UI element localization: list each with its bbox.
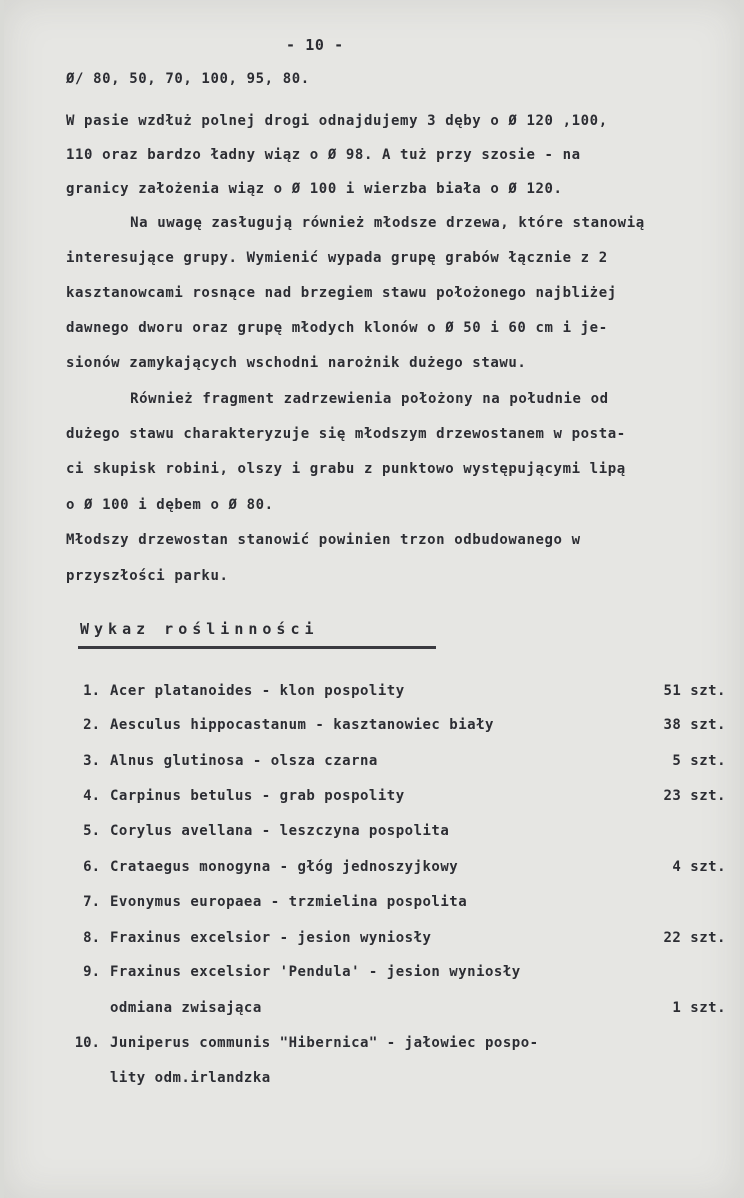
paragraph-line: interesujące grupy. Wymienić wypada grupę grabów łącznie z 2 (66, 250, 608, 266)
item-name: Juniperus communis "Hibernica" - jałowiec pospo- (110, 1035, 539, 1051)
item-name: Fraxinus excelsior - jesion wyniosły (110, 930, 432, 946)
item-name: Acer platanoides - klon pospolity (110, 683, 405, 699)
item-name-continuation: odmiana zwisająca (110, 1000, 262, 1016)
paragraph-line: dawnego dworu oraz grupę młodych klonów o Ø 50 i 60 cm i je- (66, 320, 608, 336)
item-quantity: 51 szt. (663, 683, 726, 699)
item-number: 6. (83, 859, 100, 875)
item-number: 3. (83, 753, 100, 769)
item-quantity: 4 szt. (672, 859, 726, 875)
item-quantity: 38 szt. (663, 717, 726, 733)
paragraph-line: przyszłości parku. (66, 568, 229, 584)
paragraph-line: kasztanowcami rosnące nad brzegiem stawu położonego najbliżej (66, 285, 617, 301)
item-number: 4. (83, 788, 100, 804)
item-number: 10. (74, 1035, 100, 1051)
paragraph-line: Ø/ 80, 50, 70, 100, 95, 80. (66, 71, 310, 87)
item-quantity: 23 szt. (663, 788, 726, 804)
item-name: Alnus glutinosa - olsza czarna (110, 753, 378, 769)
page-number: - 10 - (286, 36, 344, 54)
paragraph-line: granicy założenia wiąz o Ø 100 i wierzba biała o Ø 120. (66, 181, 563, 197)
item-quantity: 5 szt. (672, 753, 726, 769)
item-number: 2. (83, 717, 100, 733)
item-number: 1. (83, 683, 100, 699)
item-number: 9. (83, 964, 100, 980)
heading-underline (78, 646, 436, 649)
paragraph-line: sionów zamykających wschodni narożnik dużego stawu. (66, 355, 527, 371)
item-name: Carpinus betulus - grab pospolity (110, 788, 405, 804)
item-name: Crataegus monogyna - głóg jednoszyjkowy (110, 859, 459, 875)
item-name: Aesculus hippocastanum - kasztanowiec biały (110, 717, 494, 733)
item-quantity: 22 szt. (663, 930, 726, 946)
paragraph-line: Również fragment zadrzewienia położony na południe od (94, 391, 609, 407)
paragraph-line: dużego stawu charakteryzuje się młodszym drzewostanem w posta- (66, 426, 626, 442)
item-number: 8. (83, 930, 100, 946)
paragraph-line: Młodszy drzewostan stanowić powinien trzon odbudowanego w (66, 532, 581, 548)
item-name: Fraxinus excelsior 'Pendula' - jesion wyniosły (110, 964, 521, 980)
paragraph-line: ci skupisk robini, olszy i grabu z punktowo występującymi lipą (66, 461, 626, 477)
paragraph-line: o Ø 100 i dębem o Ø 80. (66, 497, 274, 513)
paragraph-line: 110 oraz bardzo ładny wiąz o Ø 98. A tuż przy szosie - na (66, 147, 581, 163)
paragraph-line: W pasie wzdłuż polnej drogi odnajdujemy 3 dęby o Ø 120 ,100, (66, 113, 608, 129)
list-heading: Wykaz roślinności (80, 620, 319, 638)
item-quantity: 1 szt. (672, 1000, 726, 1016)
item-name-continuation: lity odm.irlandzka (110, 1070, 271, 1086)
paragraph-line: Na uwagę zasługują również młodsze drzewa, które stanowią (94, 215, 645, 231)
item-number: 7. (83, 894, 100, 910)
item-name: Evonymus europaea - trzmielina pospolita (110, 894, 468, 910)
item-name: Corylus avellana - leszczyna pospolita (110, 823, 450, 839)
document-page (4, 0, 740, 1198)
item-number: 5. (83, 823, 100, 839)
